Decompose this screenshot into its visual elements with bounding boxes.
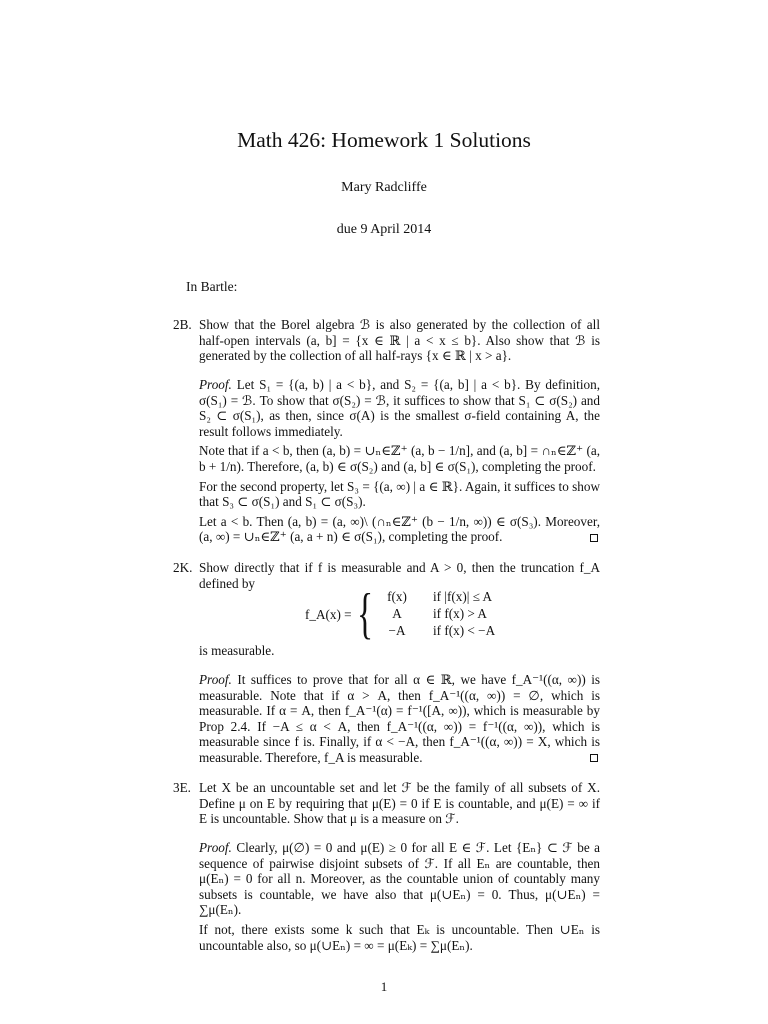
statement-text: Show directly that if f is measurable and A > 0, then the truncation f_A defined by [199,560,600,591]
left-brace-icon: { [357,583,374,645]
proof-3e [199,840,600,953]
problem-statement-3e [199,780,600,827]
proof-paragraph: Note that if a < b, then (a, b) = ∪ₙ∈ℤ⁺ (a, b − 1/n], and (a, b] = ∩ₙ∈ℤ⁺ (a, b + 1/n). Therefore, (a, b) ∈ σ(S₂) and (a, b] ∈ σ(S₁), completing the proof. [199,443,600,474]
case-condition: if |f(x)| ≤ A [433,589,493,604]
cases-lhs: f_A(x) = [305,607,352,622]
proof-2b [199,377,600,545]
proof-paragraph: Let S₁ = {(a, b) | a < b}, and S₂ = {(a, b] | a < b}. By definition, σ(S₁) = ℬ. To show that σ(S₂) = ℬ, it suffices to show that S₁ ⊂ σ(S₂) and S₂ ⊂ σ(S₁), as then, since σ(A) is the smallest σ-field containing A, the result follows immediately. [199,377,600,439]
proof-2k [199,672,600,766]
proof-paragraph: Clearly, μ(∅) = 0 and μ(E) ≥ 0 for all E ∈ ℱ. Let {Eₙ} ⊂ ℱ be a sequence of pairwise disjoint subsets of ℱ. If all Eₙ are countable, then μ(Eₙ) = 0 for all n. Moreover, as the countable union of countably many subsets is countable, we have also that μ(∪Eₙ) = 0. Thus, μ(∪Eₙ) = ∑μ(Eₙ). [199,840,600,918]
case-value: −A [388,623,406,638]
problem-statement-2b [199,317,600,364]
due-date: due 9 April 2014 [336,222,432,237]
problem-statement-2k [199,560,600,591]
after-cases-text: is measurable. [199,643,275,658]
piecewise-definition [305,583,605,645]
proof-paragraph: For the second property, let S₃ = {(a, ∞) | a ∈ ℝ}. Again, it suffices to show that S₃ ⊂ σ(S₁) and S₁ ⊂ σ(S₃). [199,478,600,510]
proof-label: Proof. [199,672,232,687]
paper-title: Math 426: Homework 1 Solutions [237,128,531,152]
case-value: A [392,606,402,621]
case-condition: if f(x) > A [433,606,487,621]
case-value: f(x) [387,589,407,604]
proof-paragraph: Let a < b. Then (a, b) = (a, ∞)\ (∩ₙ∈ℤ⁺ (b − 1/n, ∞)) ∈ σ(S₃). Moreover, (a, ∞) = ∪ₙ∈ℤ⁺ (a, a + n) ∈ σ(S₁), completing the proof. [199,513,600,545]
proof-paragraph: It suffices to prove that for all α ∈ ℝ, we have f_A⁻¹((α, ∞)) is measurable. Note that if α > A, then f_A⁻¹((α, ∞)) = ∅, which is measurable. If α = A, then f_A⁻¹(α) = f⁻¹([A, ∞)), which is measurable by Prop 2.4. If −A ≤ α < A, then f_A⁻¹((α, ∞)) = f⁻¹((α, ∞)), which is measurable since f is. Finally, if α < −A, then f_A⁻¹((α, ∞)) = X, which is measurable. Therefore, f_A is measurable. [199,672,601,765]
qed-square-icon [590,754,598,762]
page-number: 1 [380,979,388,994]
problem-number-2b: 2B. [173,317,192,332]
qed-square-icon [590,534,598,542]
intro-text: In Bartle: [186,279,238,294]
case-condition: if f(x) < −A [433,623,496,638]
proof-label: Proof. [199,840,232,855]
author-name: Mary Radcliffe [341,180,427,195]
problem-number-3e: 3E. [173,780,191,795]
proof-paragraph: If not, there exists some k such that Eₖ is uncountable. Then ∪Eₙ is uncountable also, so μ(∪Eₙ) = ∞ = μ(Eₖ) = ∑μ(Eₙ). [199,921,600,953]
statement-text: Let X be an uncountable set and let ℱ be the family of all subsets of X. Define μ on E by requiring that μ(E) = 0 if E is countable, and μ(E) = ∞ if E is uncountable. Show that μ is a measure on ℱ. [199,780,600,827]
statement-text: Show that the Borel algebra ℬ is also generated by the collection of all half-open intervals (a, b] = {x ∈ ℝ | a < x ≤ b}. Also show that ℬ is generated by the collection of all half-rays {x ∈ ℝ | x > a}. [199,317,600,364]
proof-label: Proof. [199,377,232,392]
problem-number-2k: 2K. [173,560,193,575]
